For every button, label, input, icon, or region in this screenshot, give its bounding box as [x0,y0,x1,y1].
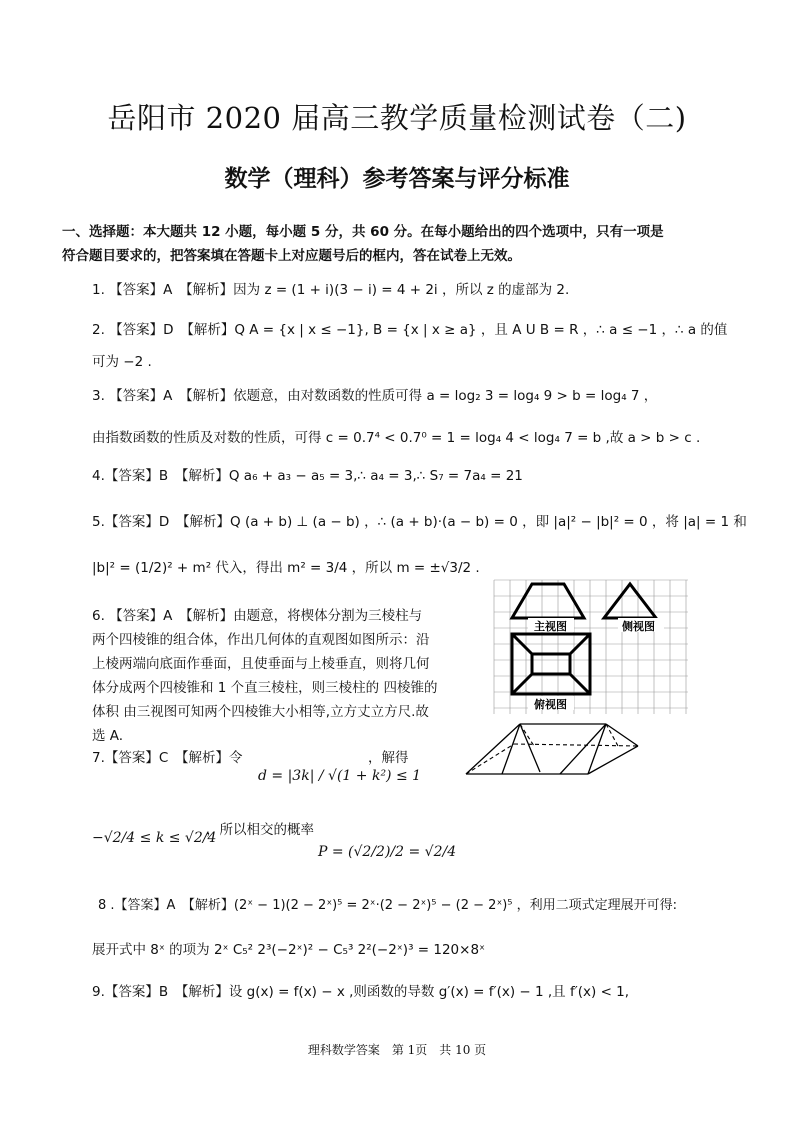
answer-q9: 9.【答案】B 【解析】设 g(x) = f(x) − x ,则函数的导数 g′(x) = f′(x) − 1 ,且 f′(x) < 1, [92,984,630,1000]
page-footer: 理科数学答案 第 1页 共 10 页 [307,1043,487,1057]
side-view-label: 侧视图 [622,620,655,633]
answer-q7-solve: ，解得 [368,750,409,766]
hidden-edge-3 [606,724,618,746]
hidden-edge-2 [520,724,534,746]
answer-q8-line-2: 展开式中 8ˣ 的项为 2ˣ C₅² 2³(−2ˣ)² − C₅³ 2²(−2ˣ)³ = 120×8ˣ [92,942,486,958]
answer-q4: 4.【答案】B 【解析】Q a₆ + a₃ − a₅ = 3,∴ a₄ = 3,∴ S₇ = 7a₄ = 21 [92,468,523,484]
answer-q7-formula-d: d = |3k| / √(1 + k²) ≤ 1 [258,768,422,784]
answer-q5-line-2: |b|² = (1/2)² + m² 代入，得出 m² = 3/4 ，所以 m = ±√3/2 . [92,560,480,576]
answer-q5-line-1: 5.【答案】D 【解析】Q (a + b) ⊥ (a − b) ，∴ (a + b)·(a − b) = 0 ，即 |a|² − |b|² = 0 ，将 |a| = 1 和 [92,514,747,530]
answer-q6-line-5: 体积 由三视图可知两个四棱锥大小相等,立方丈立方尺.故 [92,704,429,720]
top-view-label: 俯视图 [534,698,567,711]
answer-q7-inequality: −√2/4 ≤ k ≤ √2/4 [92,830,217,846]
perspective-figure [462,718,648,780]
section-header-line-1: 一、选择题：本大题共 12 小题，每小题 5 分，共 60 分。在每小题给出的四个选项中，只有一项是 [62,224,664,240]
side-view-triangle [604,584,656,618]
top-view [512,634,590,694]
answer-q3-line-2: 由指数函数的性质及对数的性质，可得 c = 0.7⁴ < 0.7⁰ = 1 = log₄ 4 < log₄ 7 = b ,故 a > b > c . [92,430,701,446]
section-header-line-2: 符合题目要求的，把答案填在答题卡上对应题号后的框内，答在试卷上无效。 [62,248,521,264]
answer-q6-line-3: 上棱两端向底面作垂面，且使垂面与上棱垂直，则将几何 [92,656,430,672]
answer-q2-line-2: 可为 −2 . [92,354,152,370]
answer-q3-line-1: 3. 【答案】A 【解析】依题意，由对数函数的性质可得 a = log₂ 3 = log₄ 9 > b = log₄ 7 ， [92,388,658,404]
page-title: 岳阳市 2020 届高三教学质量检测试卷（二) [107,101,687,135]
right-base-edge [588,746,638,774]
answer-q1: 1. 【答案】A 【解析】因为 z = (1 + i)(3 − i) = 4 + 2i ，所以 z 的虚部为 2. [92,282,570,298]
page-subtitle: 数学（理科）参考答案与评分标准 [224,166,570,192]
front-view-trapezoid [512,584,584,618]
answer-q7-formula-p: P = (√2/2)/2 = √2/4 [318,844,457,860]
front-view-label: 主视图 [534,620,567,633]
answer-q7-prob-text: ，所以相交的概率 [206,822,314,838]
answer-q2-line-1: 2. 【答案】D 【解析】Q A = {x | x ≤ −1}, B = {x | x ≥ a} ，且 A U B = R ，∴ a ≤ −1 ，∴ a 的值 [92,322,728,338]
answer-q6-line-1: 6. 【答案】A 【解析】由题意，将楔体分割为三棱柱与 [92,608,423,624]
answer-q6-line-4: 体分成两个四棱锥和 1 个直三棱柱，则三棱柱的 四棱锥的 [92,680,438,696]
answer-q7-line-1: 7.【答案】C 【解析】令 [92,750,243,766]
answer-q8-line-1: 8 .【答案】A 【解析】(2ˣ − 1)(2 − 2ˣ)⁵ = 2ˣ·(2 − 2ˣ)⁵ − (2 − 2ˣ)⁵ ，利用二项式定理展开可得: [98,898,678,913]
three-view-figure [492,578,690,716]
answer-q6-line-6: 选 A. [92,728,124,744]
answer-q6-line-2: 两个四棱锥的组合体，作出几何体的直观图如图所示：沿 [92,632,430,648]
